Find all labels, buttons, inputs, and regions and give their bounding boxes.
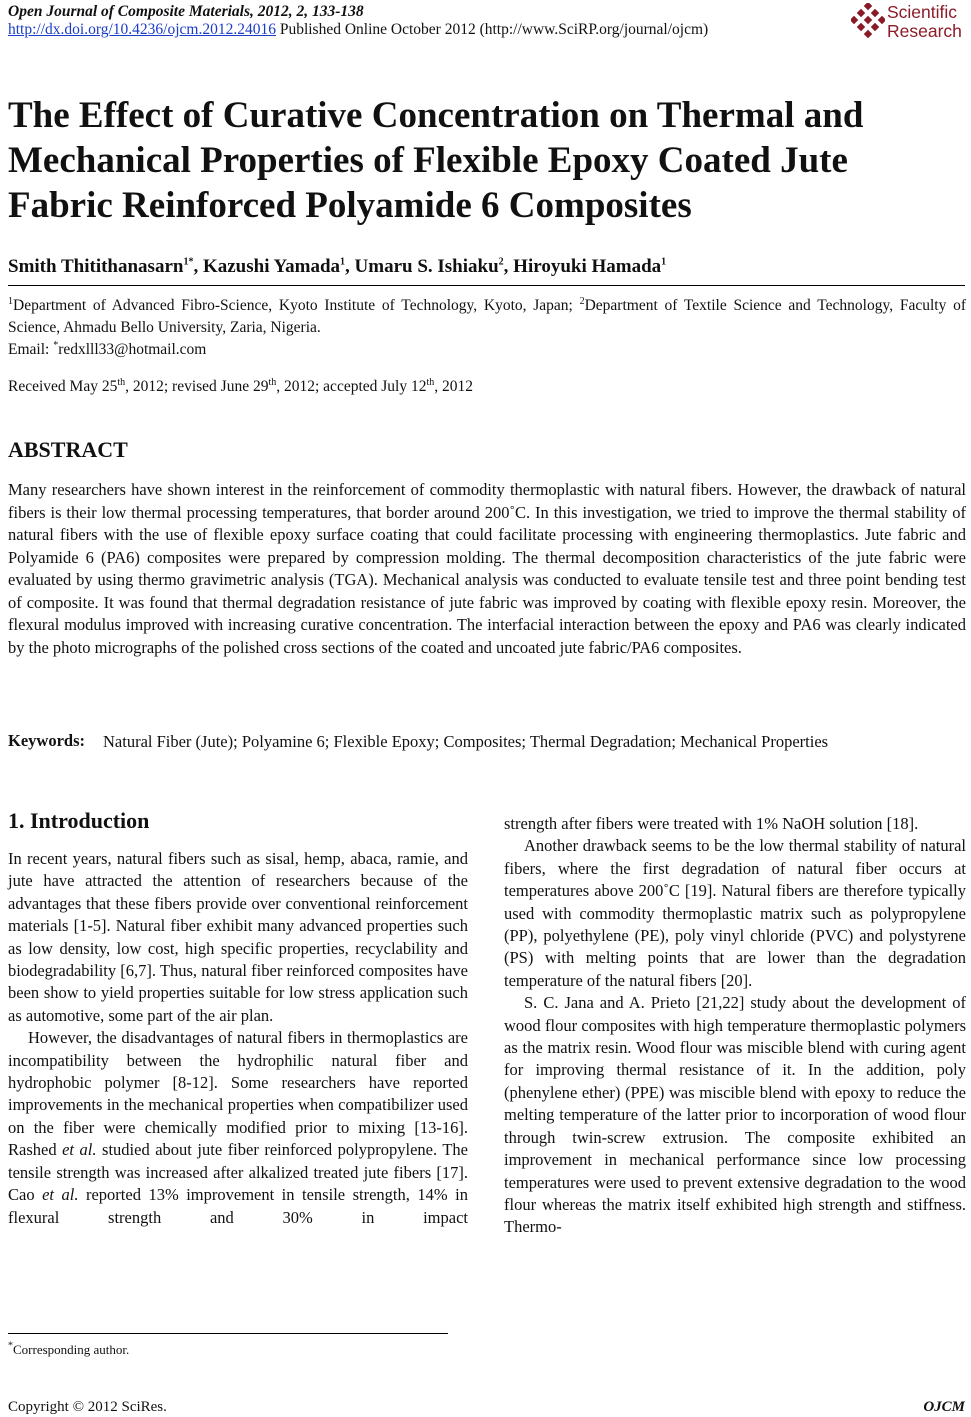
ordinal-suffix: th — [268, 376, 277, 388]
logo-word-scientific: Scientific — [887, 2, 958, 22]
author: Umaru S. Ishiaku — [354, 256, 499, 277]
affiliations — [8, 295, 966, 361]
accepted-date: , 2012; accepted July 12 — [276, 378, 427, 395]
header-divider — [8, 285, 965, 286]
affiliation-2: Department of Textile Science and Technology, Faculty of Science, Ahmadu Bello University, Zaria, Nigeria. — [8, 297, 966, 336]
author-affiliation-mark: 2 — [498, 256, 504, 268]
received-date: Received May 25 — [8, 378, 118, 395]
paragraph: In recent years, natural fibers such as sisal, hemp, abaca, ramie, and jute have attracted the attention of researchers because of the advantages that these fibers provide over conventional reinforcement materials [1-5]. Natural fiber exhibit many advanced properties such as low density, low cost, high specific properties, recyclability and biodegradability [6,7]. Thus, natural fiber reinforced composites have been show to yield properties suitable for low stress application such as automotive, some part of the air plan. — [8, 849, 468, 1025]
text-run: studied about jute fiber reinforced polypropylene. The tensile strength was increased after alkalized treated jute fibers [17]. Cao — [8, 1140, 468, 1205]
text-run: reported 13% improvement in tensile strength, 14% in flexural strength and 30% in impact — [8, 1185, 468, 1227]
footnote-mark: * — [8, 1340, 13, 1352]
left-column — [8, 848, 468, 1229]
received-dates — [8, 377, 473, 397]
author-affiliation-mark: 1* — [183, 256, 194, 268]
paper-title: The Effect of Curative Concentration on Thermal and Mechanical Properties of Flexible Epoxy Coated Jute Fabric Reinforced Polyamide 6 Composites — [8, 95, 864, 226]
logo-mark-icon — [851, 3, 885, 39]
footnote-text: Corresponding author. — [13, 1342, 130, 1357]
ordinal-suffix: th — [426, 376, 435, 388]
corresponding-mark: * — [53, 339, 59, 351]
abstract-heading: ABSTRACT — [8, 437, 128, 462]
abstract-text: Many researchers have shown interest in the reinforcement of commodity thermoplastic with natural fibers. However, the drawback of natural fibers is their low thermal processing temperatures, that border around 200˚C. In this investigation, we tried to improve the thermal stability of natural fibers with the use of flexible epoxy surface coating that could facilitate processing with engineering thermoplastics. Jute fabric and Polyamide 6 (PA6) composites were prepared by compression molding. The thermal decomposition characteristics of the jute fabric were evaluated by using thermo gravimetric analysis (TGA). Mechanical analysis was conducted to evaluate tensile test and three point bending test of composite. It was found that thermal degradation resistance of jute fabric was improved by coating with flexible epoxy resin. Moreover, the flexural modulus improved with increasing curative concentration. The interfacial interaction between the epoxy and PA6 was clearly indicated by the photo micrographs of the polished cross sections of the coated and uncoated jute fabric/PA6 composites. — [8, 480, 966, 657]
author-separator: , — [503, 256, 514, 277]
affiliation-1: Department of Advanced Fibro-Science, Kyoto Institute of Technology, Kyoto, Japan; — [13, 297, 580, 314]
affiliation-mark: 1 — [8, 295, 13, 307]
author: Kazushi Yamada — [202, 256, 341, 277]
paragraph: S. C. Jana and A. Prieto [21,22] study about the development of wood flour composites with high temperature thermoplastic polymers as the matrix resin. Wood flour was miscible blend with curing agent for improving thermal resistance of it. In the addition, poly (phenylene ether) (PPE) was miscible blend with epoxy to reduce the melting temperature of the latter prior to incorporation of wood flour through twin-screw extrusion. The composite exhibited an improvement in mechanical performance since low processing temperatures were used to prevent extensive degradation to the wood flour whereas the matrix itself exhibited high strength and stiffness. Thermo- — [504, 993, 966, 1237]
footnote-divider — [8, 1333, 448, 1334]
logo-word-research: Research — [887, 21, 962, 41]
keywords-label: Keywords: — [8, 731, 85, 750]
author: Smith Thitithanasarn — [8, 256, 184, 277]
published-online-text: Published Online October 2012 (http://www.SciRP.org/journal/ojcm) — [279, 21, 709, 38]
et-al-italic: et al. — [42, 1185, 79, 1205]
scientific-research-logo — [851, 2, 967, 42]
affiliation-mark: 2 — [579, 295, 585, 307]
text-run: However, the disadvantages of natural fibers in thermoplastics are incompatibility between the hydrophilic natural fiber and hydrophobic polymer [8-12]. Some researchers have reported improvements in the mechanical properties when compatibilizer used on the fiber were chemically modified prior to mixing [13-16]. Rashed — [8, 1028, 468, 1160]
journal-citation: Open Journal of Composite Materials, 2012, 2, 133-138 — [8, 3, 364, 20]
email-label: Email: — [8, 341, 54, 358]
et-al-italic: et al. — [62, 1140, 97, 1160]
author-separator: , — [345, 256, 355, 277]
author-separator: , — [193, 256, 203, 277]
copyright-notice: Copyright © 2012 SciRes. — [8, 1399, 167, 1415]
author-affiliation-mark: 1 — [661, 256, 667, 268]
paragraph: Another drawback seems to be the low thermal stability of natural fibers, where the first degradation of natural fiber occurs at temperatures above 200˚C [19]. Natural fibers are therefore typically used with commodity thermoplastic matrix such as polypropylene (PP), polyethylene (PE), poly vinyl chloride (PVC) and polystyrene (PS) with melting points that are lower than the degradation temperature of the natural fibers [20]. — [504, 836, 966, 990]
footnote — [8, 1342, 129, 1358]
paragraph: strength after fibers were treated with 1% NaOH solution [18]. — [504, 814, 919, 833]
right-column — [504, 813, 966, 1239]
author-list — [8, 256, 666, 278]
year-text: , 2012 — [434, 378, 474, 395]
publication-line — [8, 21, 708, 39]
revised-date: , 2012; revised June 29 — [125, 378, 269, 395]
author: Hiroyuki Hamada — [513, 256, 662, 277]
section-heading-introduction: 1. Introduction — [8, 808, 150, 833]
journal-abbreviation: OJCM — [923, 1399, 965, 1415]
doi-link[interactable]: http://dx.doi.org/10.4236/ojcm.2012.24016 — [8, 21, 276, 38]
email-address[interactable]: redxlll33@hotmail.com — [58, 341, 207, 358]
keywords-text: Natural Fiber (Jute); Polyamine 6; Flexible Epoxy; Composites; Thermal Degradation; Mechanical Properties — [103, 732, 829, 751]
ordinal-suffix: th — [117, 376, 126, 388]
paragraph — [8, 1027, 468, 1229]
author-affiliation-mark: 1 — [340, 256, 346, 268]
